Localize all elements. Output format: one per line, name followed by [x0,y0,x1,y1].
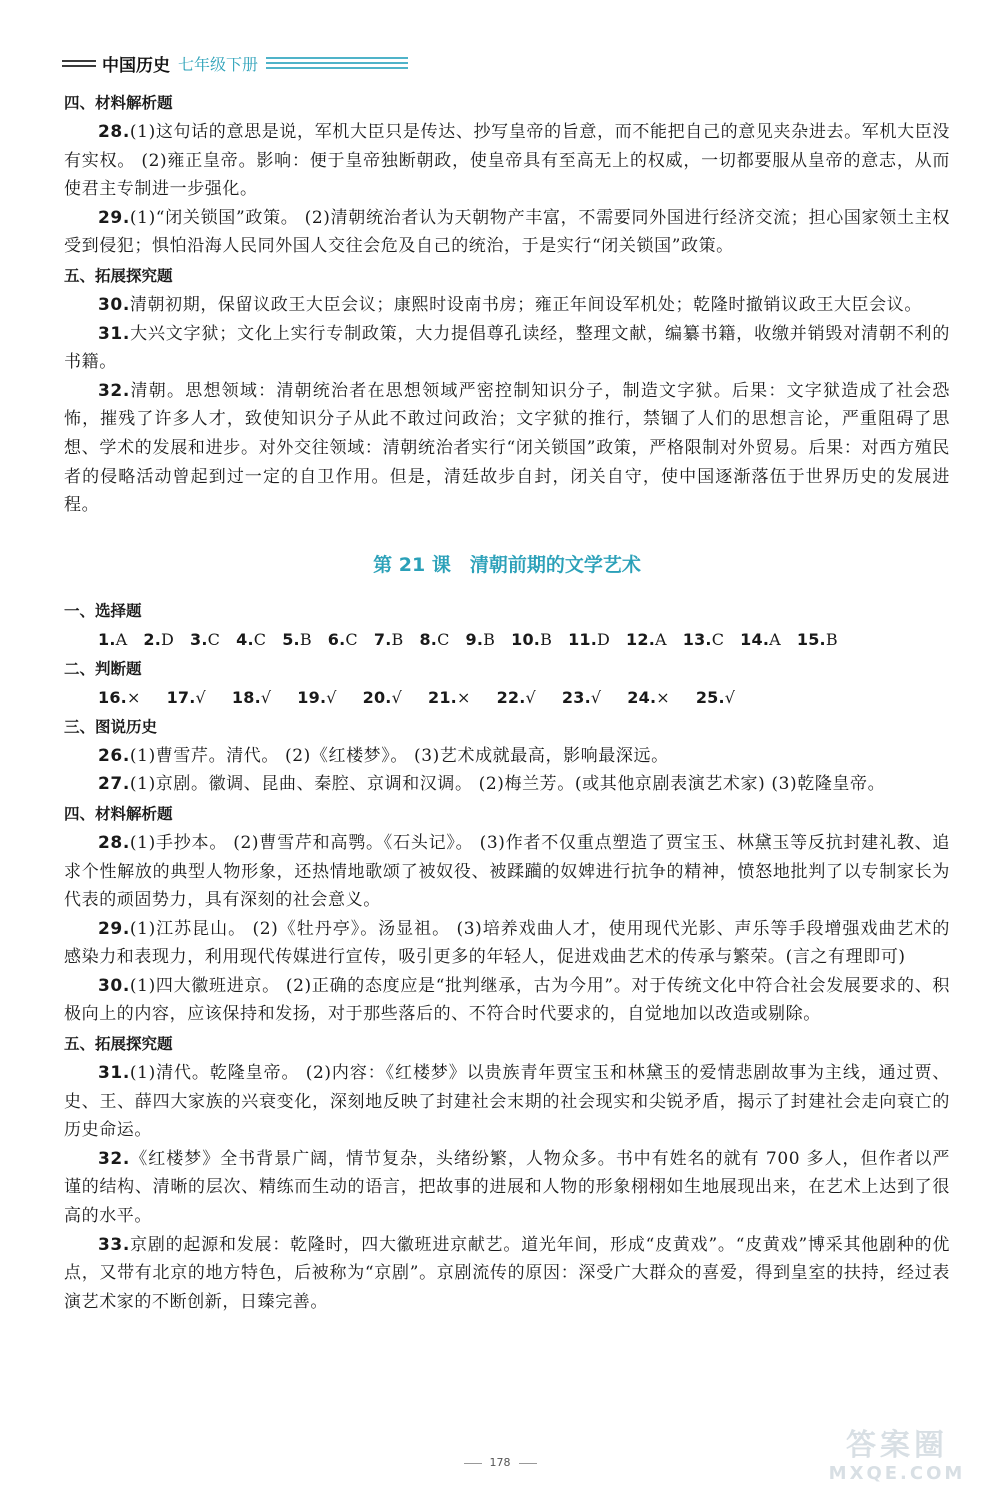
answer-text: 大兴文字狱；文化上实行专制政策，大力提倡尊孔读经，整理文献，编纂书籍，收缴并销毁对清朝不利的书籍。 [64,323,950,373]
answer-item [627,688,670,707]
answer-paragraph [64,972,950,1029]
answer-text: (1)曹雪芹。清代。 (2)《红楼梦》。 (3)艺术成就最高，影响最深远。 [129,745,669,766]
header-bars-decoration [62,60,96,67]
judge-answers-row [64,684,950,712]
question-number: 32. [98,380,130,401]
section-title: 五、拓展探究题 [64,1035,173,1054]
answer-item [466,630,496,649]
question-number: 31. [98,323,130,344]
question-number: 29. [98,918,130,939]
question-number: 24. [627,687,657,707]
answer-item [282,630,312,649]
answer-value: C [207,629,221,649]
question-number: 22. [496,687,526,707]
answer-value: C [345,629,358,649]
section-title: 一、选择题 [64,601,142,620]
question-number: 4. [236,629,254,649]
lesson-title: 第 21 课 清朝前期的文学艺术 [373,553,641,576]
answer-value: × [456,687,471,707]
answer-paragraph [64,204,950,261]
section-title: 三、图说历史 [64,717,158,736]
question-number: 23. [561,687,591,707]
answer-text: 清朝。思想领域：清朝统治者在思想领域严密控制知识分子，制造文字狱。后果：文字狱造成了社会恐怖，摧残了许多人才，致使知识分子从此不敢过问政治；文字狱的推行，禁锢了人们的思想言论，严重阻碍了思想、学术的发展和进步。对外交往领域：清朝统治者实行“闭关锁国”政策，严格限制对外贸易。后果：对西方殖民者的侵略活动曾起到过一定的自卫作用。但是，清廷故步自封，闭关自守，使中国逐渐落伍于世界历史的发展进程。 [64,380,950,516]
question-number: 10. [511,629,541,649]
section-title: 四、材料解析题 [64,94,173,112]
answer-text: (1)京剧。徽调、昆曲、秦腔、京调和汉调。 (2)梅兰芳。(或其他京剧表演艺术家) (3)乾隆皇帝。 [129,774,886,795]
question-number: 30. [98,975,130,996]
question-number: 33. [98,1234,130,1255]
answer-value: C [253,629,267,649]
header-lines-decoration [266,57,408,69]
answer-text: (1)这句话的意思是说，军机大臣只是传达、抄写皇帝的旨意，而不能把自己的意见夹杂进去。军机大臣没有实权。 (2)雍正皇帝。影响：便于皇帝独断朝政，使皇帝具有至高无上的权威，一切都要服从皇帝的意志，从而使君主专制进一步强化。 [64,122,950,200]
answer-item [232,688,271,707]
answer-text: 《红楼梦》全书背景广阔，情节复杂，头绪纷繁，人物众多。书中有姓名的就有 700 多人，但作者以严谨的结构、清晰的层次、精练而生动的语言，把故事的进展和人物的形象栩栩如生地展现出来，在艺术上达到了很高的水平。 [64,1148,950,1227]
page-number: 178 [0,1456,1000,1469]
answer-value: √ [195,687,206,707]
answer-paragraph [64,377,950,520]
answer-item [190,630,220,649]
question-number: 12. [626,629,655,649]
answer-value: √ [260,687,272,707]
question-number: 30. [98,294,130,315]
answer-item [797,630,838,649]
answer-value: A [769,629,781,649]
question-number: 20. [362,687,392,707]
page-header [62,50,408,76]
question-number: 6. [327,629,346,649]
answer-item [696,688,735,707]
question-number: 14. [740,629,770,649]
question-number: 19. [297,687,327,707]
answer-value: D [161,629,175,649]
answer-paragraph [64,118,950,204]
answer-value: √ [326,687,337,707]
answer-value: √ [391,687,402,707]
answer-value: √ [525,687,536,707]
answer-item [328,630,358,649]
question-number: 28. [98,832,130,853]
header-grade: 七年级下册 [178,54,259,74]
question-number: 16. [98,687,127,707]
answer-value: B [483,629,496,649]
answer-text: (1)清代。乾隆皇帝。 (2)内容：《红楼梦》以贵族青年贾宝玉和林黛玉的爱情悲剧故事为主线，通过贾、史、王、薛四大家族的兴衰变化，深刻地反映了封建社会末期的社会现实和尖锐矛盾，揭示了封建社会走向衰亡的历史命运。 [64,1063,950,1141]
answer-item [497,688,536,707]
question-number: 31. [98,1063,130,1084]
question-number: 5. [282,629,300,649]
answer-item [236,630,266,649]
answer-item [374,630,404,649]
answer-value: B [540,629,553,649]
answer-item [363,688,402,707]
answer-item [683,630,724,649]
answer-value: B [825,629,838,649]
answer-paragraph [64,1059,950,1145]
question-number: 29. [98,207,130,228]
section-title: 二、判断题 [64,659,142,678]
question-number: 32. [98,1148,130,1169]
answer-item [167,688,206,707]
answer-paragraph [64,770,950,799]
question-number: 17. [166,687,196,707]
answer-item [98,630,127,649]
section-title: 四、材料解析题 [64,804,173,823]
question-number: 21. [428,687,457,707]
answer-paragraph [64,320,950,377]
answer-paragraph [64,291,950,320]
choice-answers-row [64,626,950,654]
answer-text: (1)四大徽班进京。 (2)正确的态度应是“批判继承，古为今用”。对于传统文化中符合社会发展要求的、积极向上的内容，应该保持和发扬，对于那些落后的、不符合时代要求的，自觉地加以改造或剔除。 [64,975,950,1025]
answer-value: B [391,629,404,649]
question-number: 9. [465,629,484,649]
answer-value: D [597,629,611,649]
question-number: 15. [796,629,826,649]
answer-text: (1)“闭关锁国”政策。 (2)清朝统治者认为天朝物产丰富，不需要同外国进行经济交流；担心国家领土主权受到侵犯；惧怕沿海人民同外国人交往会危及自己的统治，于是实行“闭关锁国”政策。 [64,207,950,257]
answer-value: √ [590,687,602,707]
answer-paragraph [64,1145,950,1231]
answer-paragraph [64,829,950,915]
answer-item [297,688,336,707]
watermark-text-top: 答案圈 [846,1427,948,1463]
answer-item [98,688,141,707]
watermark-logo [822,1420,972,1492]
question-number: 18. [231,687,261,707]
answer-item [568,630,610,649]
question-number: 26. [98,745,130,766]
answer-item [626,630,667,649]
answer-item [511,630,552,649]
question-number: 28. [98,122,130,142]
question-number: 11. [568,629,598,649]
question-number: 1. [98,629,116,649]
answer-item [428,688,471,707]
answer-text: 京剧的起源和发展：乾隆时，四大徽班进京献艺。道光年间，形成“皮黄戏”。“皮黄戏”博采其他剧种的优点，又带有北京的地方特色，后被称为“京剧”。京剧流传的原因：深受广大群众的喜爱，得到皇室的扶持，经过表演艺术家的不断创新，日臻完善。 [64,1234,950,1312]
answer-paragraph [64,1231,950,1317]
answer-value: √ [724,687,736,707]
watermark-text-bottom: MXQE.COM [828,1462,966,1484]
question-number: 2. [143,629,162,649]
answer-value: B [299,629,312,649]
answer-paragraph [64,742,950,771]
question-number: 13. [682,629,712,649]
question-number: 27. [98,774,130,795]
answer-item [419,630,449,649]
answer-text: (1)江苏昆山。 (2)《牡丹亭》。汤显祖。 (3)培养戏曲人才，使用现代光影、声乐等手段增强戏曲艺术的感染力和表现力，利用现代传媒进行宣传，吸引更多的年轻人，促进戏曲艺术的传承与繁荣。(言之有理即可) [64,918,950,968]
question-number: 8. [419,629,438,649]
answer-value: C [711,629,725,649]
question-number: 3. [190,629,208,649]
answer-item [143,630,174,649]
answer-value: × [656,687,670,707]
answer-text: 清朝初期，保留议政王大臣会议；康熙时设南书房；雍正年间设军机处；乾隆时撤销议政王大臣会议。 [129,294,922,315]
section-title: 五、拓展探究题 [64,266,173,285]
answer-paragraph [64,915,950,972]
answer-value: A [655,629,667,649]
header-subject: 中国历史 [102,55,170,76]
question-number: 7. [373,629,392,649]
answer-item [740,630,781,649]
answer-value: C [437,629,450,649]
question-number: 25. [695,687,725,707]
answer-item [562,688,601,707]
answer-value: × [126,687,141,707]
page-content [64,88,950,1316]
answer-value: A [115,629,128,649]
answer-text: (1)手抄本。 (2)曹雪芹和高鹗。《石头记》。 (3)作者不仅重点塑造了贾宝玉、林黛玉等反抗封建礼教、追求个性解放的典型人物形象，还热情地歌颂了被奴役、被蹂躏的奴婢进行抗争的精神，愤怒地批判了以专制家长为代表的顽固势力，具有深刻的社会意义。 [64,832,950,911]
